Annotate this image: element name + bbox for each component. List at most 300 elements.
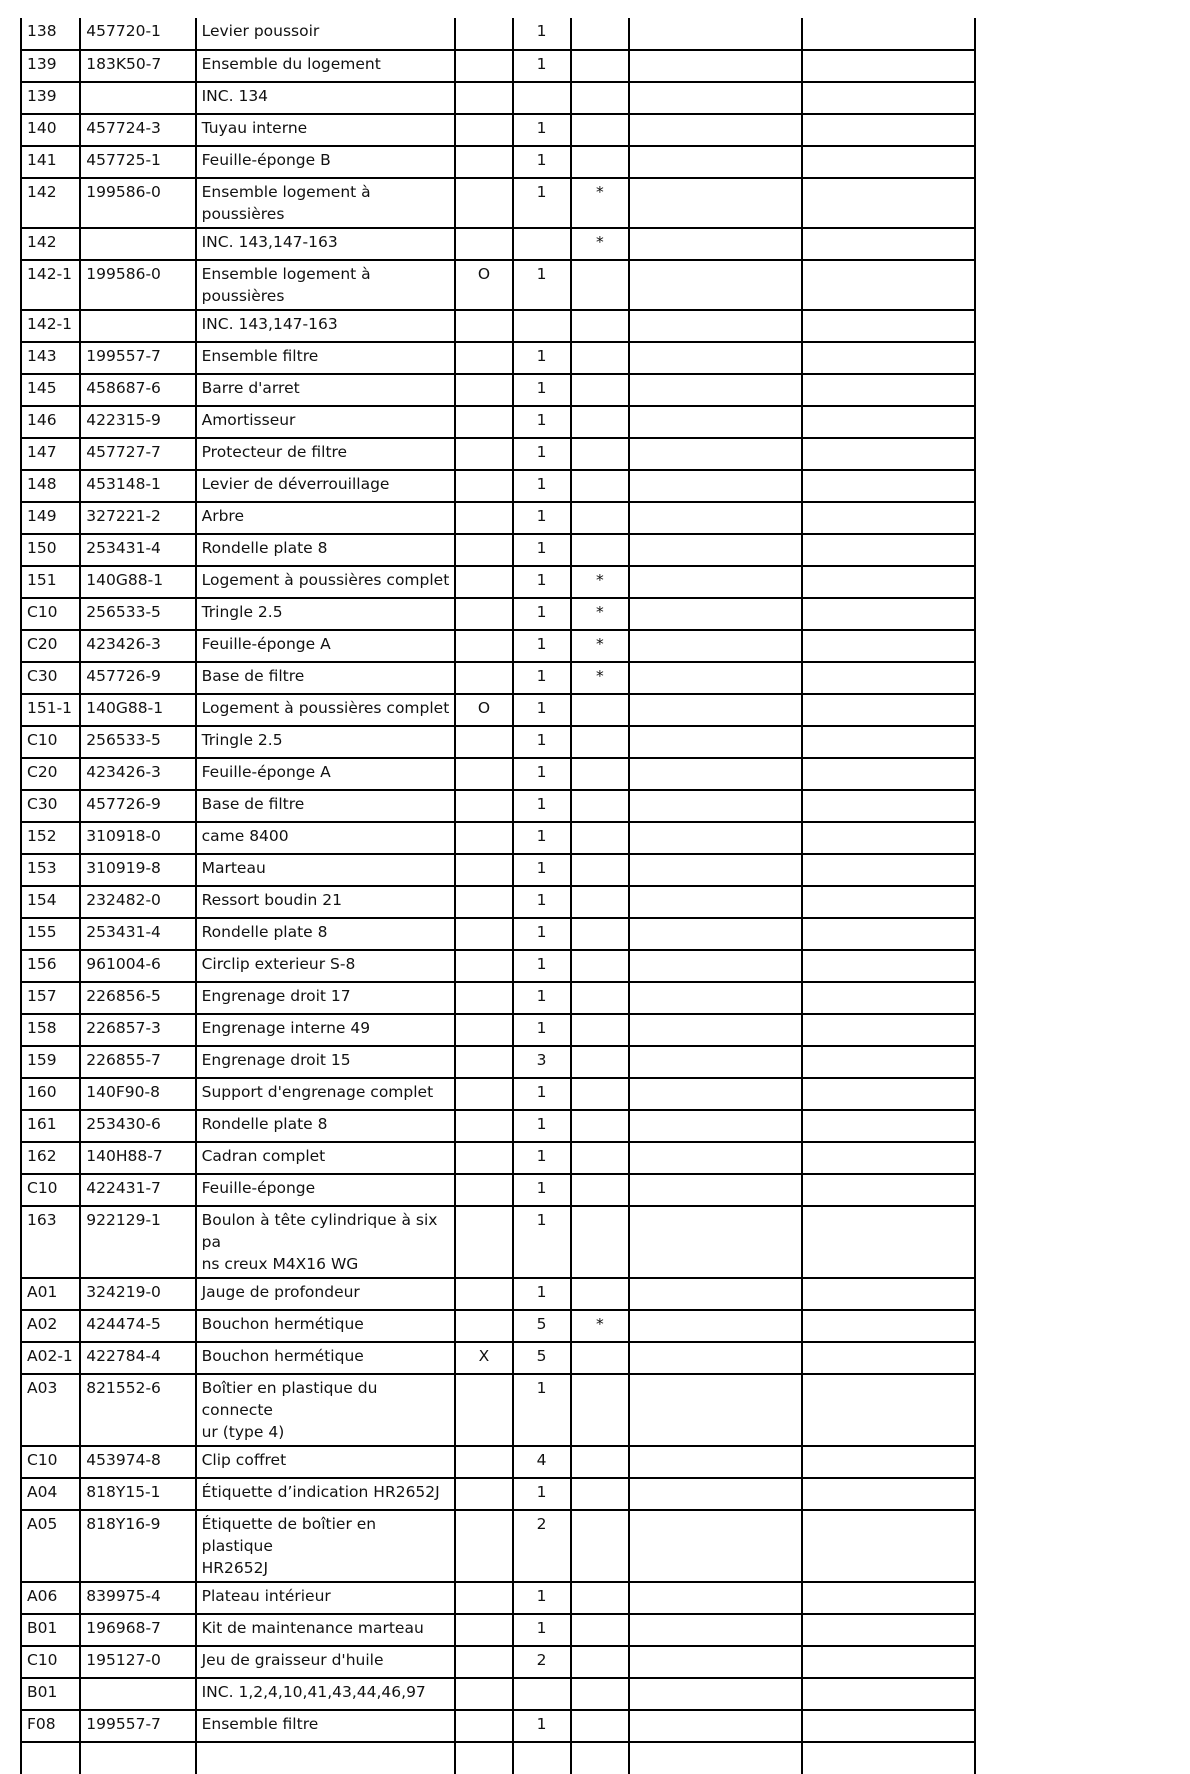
item-number-cell: C10	[21, 726, 80, 758]
description-cell: Kit de maintenance marteau	[196, 1614, 456, 1646]
table-row	[21, 1646, 975, 1678]
table-row	[21, 886, 975, 918]
blank-cell	[629, 146, 803, 178]
blank-cell	[802, 950, 975, 982]
description-cell: Ensemble filtre	[196, 1710, 456, 1742]
part-number-cell: 422784-4	[80, 1342, 195, 1374]
part-number-cell: 324219-0	[80, 1278, 195, 1310]
flag-cell	[455, 310, 512, 342]
table-row	[21, 1278, 975, 1310]
flag-cell	[455, 1310, 512, 1342]
item-number-cell: 142	[21, 178, 80, 228]
blank-cell	[802, 1374, 975, 1446]
item-number-cell: C30	[21, 790, 80, 822]
item-number-cell: 150	[21, 534, 80, 566]
item-number-cell: B01	[21, 1678, 80, 1710]
flag-cell	[455, 1614, 512, 1646]
description-cell: Ensemble logement à poussières	[196, 260, 456, 310]
blank-cell	[802, 886, 975, 918]
quantity-cell: 1	[513, 1582, 571, 1614]
part-number-cell: 232482-0	[80, 886, 195, 918]
quantity-cell: 1	[513, 1206, 571, 1278]
part-number-cell: 922129-1	[80, 1206, 195, 1278]
flag-cell	[455, 758, 512, 790]
flag-cell	[455, 918, 512, 950]
item-number-cell: 160	[21, 1078, 80, 1110]
part-number-cell: 453974-8	[80, 1446, 195, 1478]
table-row	[21, 1614, 975, 1646]
blank-cell	[629, 1446, 803, 1478]
blank-cell	[629, 374, 803, 406]
item-number-cell: 152	[21, 822, 80, 854]
flag-cell: X	[455, 1342, 512, 1374]
blank-cell	[802, 114, 975, 146]
blank-cell	[629, 502, 803, 534]
blank-cell	[629, 1310, 803, 1342]
description-cell: Rondelle plate 8	[196, 918, 456, 950]
description-cell: Support d'engrenage complet	[196, 1078, 456, 1110]
note-cell	[571, 790, 629, 822]
blank-cell	[629, 342, 803, 374]
part-number-cell: 310919-8	[80, 854, 195, 886]
flag-cell	[455, 18, 512, 50]
blank-cell	[802, 662, 975, 694]
description-cell: Base de filtre	[196, 662, 456, 694]
note-cell	[571, 438, 629, 470]
table-row	[21, 822, 975, 854]
item-number-cell: A05	[21, 1510, 80, 1582]
description-cell: Logement à poussières complet	[196, 566, 456, 598]
quantity-cell: 1	[513, 918, 571, 950]
note-cell	[571, 1278, 629, 1310]
item-number-cell: C20	[21, 630, 80, 662]
table-row	[21, 566, 975, 598]
item-number-cell: 139	[21, 50, 80, 82]
note-cell	[571, 534, 629, 566]
table-row	[21, 1174, 975, 1206]
blank-cell	[802, 1142, 975, 1174]
flag-cell	[455, 178, 512, 228]
quantity-cell: 1	[513, 1710, 571, 1742]
description-cell: Marteau	[196, 854, 456, 886]
flag-cell	[455, 566, 512, 598]
note-cell	[571, 758, 629, 790]
table-row	[21, 228, 975, 260]
quantity-cell: 1	[513, 470, 571, 502]
table-row	[21, 18, 975, 50]
item-number-cell: A02-1	[21, 1342, 80, 1374]
note-cell	[571, 342, 629, 374]
blank-cell	[802, 406, 975, 438]
note-cell: *	[571, 178, 629, 228]
blank-cell	[629, 1510, 803, 1582]
flag-cell	[455, 342, 512, 374]
item-number-cell: B01	[21, 1614, 80, 1646]
blank-cell	[629, 662, 803, 694]
table-row	[21, 82, 975, 114]
item-number-cell: C30	[21, 662, 80, 694]
note-cell	[571, 1342, 629, 1374]
quantity-cell: 1	[513, 822, 571, 854]
quantity-cell	[513, 228, 571, 260]
note-cell	[571, 18, 629, 50]
part-number-cell: 839975-4	[80, 1582, 195, 1614]
note-cell	[571, 822, 629, 854]
quantity-cell: 1	[513, 694, 571, 726]
item-number-cell: 139	[21, 82, 80, 114]
blank-cell	[802, 1446, 975, 1478]
blank-cell	[629, 1142, 803, 1174]
description-cell: came 8400	[196, 822, 456, 854]
quantity-cell: 1	[513, 1614, 571, 1646]
blank-cell	[802, 854, 975, 886]
blank-cell	[802, 1078, 975, 1110]
note-cell	[571, 1374, 629, 1446]
quantity-cell: 3	[513, 1046, 571, 1078]
note-cell	[571, 1582, 629, 1614]
flag-cell	[455, 1046, 512, 1078]
part-number-cell: 199557-7	[80, 342, 195, 374]
quantity-cell: 1	[513, 342, 571, 374]
note-cell	[571, 886, 629, 918]
blank-cell	[629, 534, 803, 566]
flag-cell	[455, 1206, 512, 1278]
note-cell	[571, 982, 629, 1014]
blank-cell	[802, 1582, 975, 1614]
blank-cell	[629, 1174, 803, 1206]
part-number-cell: 199586-0	[80, 260, 195, 310]
table-row	[21, 982, 975, 1014]
blank-cell	[629, 228, 803, 260]
item-number-cell: C10	[21, 598, 80, 630]
note-cell	[571, 1446, 629, 1478]
blank-cell	[802, 1342, 975, 1374]
item-number-cell: C10	[21, 1646, 80, 1678]
blank-cell	[802, 1046, 975, 1078]
part-number-cell: 195127-0	[80, 1646, 195, 1678]
quantity-cell: 5	[513, 1342, 571, 1374]
part-number-cell: 423426-3	[80, 630, 195, 662]
table-row	[21, 1446, 975, 1478]
quantity-cell: 1	[513, 1014, 571, 1046]
item-number-cell: 154	[21, 886, 80, 918]
table-row	[21, 854, 975, 886]
quantity-cell: 1	[513, 50, 571, 82]
parts-table-body	[21, 18, 975, 1774]
item-number-cell: 157	[21, 982, 80, 1014]
table-row	[21, 534, 975, 566]
note-cell	[571, 310, 629, 342]
blank-cell	[802, 790, 975, 822]
blank-cell	[629, 630, 803, 662]
description-cell: Protecteur de filtre	[196, 438, 456, 470]
part-number-cell: 256533-5	[80, 726, 195, 758]
blank-cell	[629, 1206, 803, 1278]
part-number-cell: 140G88-1	[80, 566, 195, 598]
part-number-cell: 140F90-8	[80, 1078, 195, 1110]
table-row	[21, 260, 975, 310]
description-cell: Boulon à tête cylindrique à six pa ns creux M4X16 WG	[196, 1206, 456, 1278]
part-number-cell: 457720-1	[80, 18, 195, 50]
blank-cell	[629, 470, 803, 502]
flag-cell	[455, 470, 512, 502]
blank-cell	[802, 1742, 975, 1774]
note-cell	[571, 726, 629, 758]
quantity-cell: 1	[513, 1278, 571, 1310]
table-row	[21, 726, 975, 758]
blank-cell	[629, 82, 803, 114]
item-number-cell: 151-1	[21, 694, 80, 726]
flag-cell	[455, 1014, 512, 1046]
blank-cell	[80, 1742, 195, 1774]
flag-cell	[455, 1374, 512, 1446]
item-number-cell: 155	[21, 918, 80, 950]
note-cell	[571, 470, 629, 502]
description-cell: Base de filtre	[196, 790, 456, 822]
blank-cell	[629, 1110, 803, 1142]
flag-cell	[455, 598, 512, 630]
note-cell	[571, 260, 629, 310]
part-number-cell: 253430-6	[80, 1110, 195, 1142]
table-row	[21, 1310, 975, 1342]
table-row	[21, 1046, 975, 1078]
blank-cell	[802, 228, 975, 260]
part-number-cell: 423426-3	[80, 758, 195, 790]
table-row	[21, 1710, 975, 1742]
note-cell	[571, 1014, 629, 1046]
part-number-cell: 457725-1	[80, 146, 195, 178]
note-cell: *	[571, 228, 629, 260]
item-number-cell: 153	[21, 854, 80, 886]
quantity-cell: 1	[513, 566, 571, 598]
description-cell: Jeu de graisseur d'huile	[196, 1646, 456, 1678]
item-number-cell: 138	[21, 18, 80, 50]
quantity-cell: 1	[513, 1478, 571, 1510]
flag-cell	[455, 82, 512, 114]
blank-cell	[629, 886, 803, 918]
quantity-cell: 1	[513, 374, 571, 406]
blank-cell	[629, 1742, 803, 1774]
note-cell	[571, 1510, 629, 1582]
blank-cell	[802, 50, 975, 82]
part-number-cell: 457724-3	[80, 114, 195, 146]
table-row	[21, 662, 975, 694]
table-row	[21, 178, 975, 228]
blank-cell	[629, 1646, 803, 1678]
description-cell: Ensemble filtre	[196, 342, 456, 374]
note-cell	[571, 1046, 629, 1078]
table-row	[21, 50, 975, 82]
flag-cell	[455, 406, 512, 438]
table-row	[21, 630, 975, 662]
note-cell	[571, 374, 629, 406]
blank-cell	[629, 854, 803, 886]
note-cell	[571, 694, 629, 726]
blank-cell	[629, 310, 803, 342]
flag-cell	[455, 502, 512, 534]
description-cell: Étiquette d’indication HR2652J	[196, 1478, 456, 1510]
part-number-cell: 226855-7	[80, 1046, 195, 1078]
part-number-cell: 818Y16-9	[80, 1510, 195, 1582]
table-row	[21, 694, 975, 726]
table-row	[21, 1014, 975, 1046]
blank-cell	[802, 918, 975, 950]
description-cell: Ensemble du logement	[196, 50, 456, 82]
quantity-cell: 1	[513, 1110, 571, 1142]
table-row	[21, 758, 975, 790]
blank-cell	[802, 726, 975, 758]
quantity-cell: 4	[513, 1446, 571, 1478]
item-number-cell: 140	[21, 114, 80, 146]
description-cell: Levier poussoir	[196, 18, 456, 50]
part-number-cell: 457726-9	[80, 662, 195, 694]
blank-cell	[455, 1742, 512, 1774]
part-number-cell: 457726-9	[80, 790, 195, 822]
description-cell: Rondelle plate 8	[196, 1110, 456, 1142]
blank-cell	[513, 1742, 571, 1774]
part-number-cell: 256533-5	[80, 598, 195, 630]
description-cell: Arbre	[196, 502, 456, 534]
part-number-cell: 818Y15-1	[80, 1478, 195, 1510]
note-cell	[571, 854, 629, 886]
item-number-cell: A04	[21, 1478, 80, 1510]
table-row	[21, 790, 975, 822]
part-number-cell: 961004-6	[80, 950, 195, 982]
blank-cell	[629, 726, 803, 758]
quantity-cell: 5	[513, 1310, 571, 1342]
description-cell: INC. 134	[196, 82, 456, 114]
blank-cell	[629, 566, 803, 598]
table-row-empty	[21, 1742, 975, 1774]
flag-cell	[455, 854, 512, 886]
description-cell: Rondelle plate 8	[196, 534, 456, 566]
table-row	[21, 342, 975, 374]
note-cell: *	[571, 566, 629, 598]
blank-cell	[629, 822, 803, 854]
flag-cell	[455, 50, 512, 82]
quantity-cell: 1	[513, 114, 571, 146]
blank-cell	[629, 758, 803, 790]
blank-cell	[802, 82, 975, 114]
description-cell: Jauge de profondeur	[196, 1278, 456, 1310]
quantity-cell: 1	[513, 630, 571, 662]
item-number-cell: 143	[21, 342, 80, 374]
blank-cell	[629, 260, 803, 310]
quantity-cell: 1	[513, 1142, 571, 1174]
item-number-cell: 142	[21, 228, 80, 260]
part-number-cell: 424474-5	[80, 1310, 195, 1342]
table-row	[21, 1478, 975, 1510]
item-number-cell: A01	[21, 1278, 80, 1310]
quantity-cell: 1	[513, 758, 571, 790]
description-cell: INC. 143,147-163	[196, 228, 456, 260]
item-number-cell: 149	[21, 502, 80, 534]
table-row	[21, 1206, 975, 1278]
note-cell	[571, 1142, 629, 1174]
note-cell	[571, 1614, 629, 1646]
part-number-cell: 183K50-7	[80, 50, 195, 82]
blank-cell	[629, 114, 803, 146]
blank-cell	[571, 1742, 629, 1774]
note-cell	[571, 1206, 629, 1278]
blank-cell	[629, 790, 803, 822]
table-row	[21, 146, 975, 178]
part-number-cell: 453148-1	[80, 470, 195, 502]
part-number-cell: 310918-0	[80, 822, 195, 854]
description-cell: Levier de déverrouillage	[196, 470, 456, 502]
quantity-cell: 1	[513, 438, 571, 470]
table-row	[21, 438, 975, 470]
note-cell	[571, 1646, 629, 1678]
note-cell: *	[571, 662, 629, 694]
flag-cell	[455, 374, 512, 406]
quantity-cell	[513, 310, 571, 342]
flag-cell	[455, 982, 512, 1014]
blank-cell	[629, 950, 803, 982]
blank-cell	[802, 822, 975, 854]
blank-cell	[802, 1310, 975, 1342]
table-row	[21, 598, 975, 630]
flag-cell	[455, 790, 512, 822]
quantity-cell: 1	[513, 598, 571, 630]
part-number-cell	[80, 82, 195, 114]
blank-cell	[629, 1374, 803, 1446]
flag-cell	[455, 1278, 512, 1310]
blank-cell	[802, 502, 975, 534]
blank-cell	[802, 694, 975, 726]
blank-cell	[629, 1582, 803, 1614]
blank-cell	[629, 1014, 803, 1046]
blank-cell	[802, 630, 975, 662]
blank-cell	[802, 470, 975, 502]
flag-cell	[455, 534, 512, 566]
part-number-cell: 199557-7	[80, 1710, 195, 1742]
description-cell: Tringle 2.5	[196, 726, 456, 758]
blank-cell	[802, 1710, 975, 1742]
note-cell: *	[571, 630, 629, 662]
blank-cell	[802, 146, 975, 178]
blank-cell	[802, 18, 975, 50]
description-cell: Bouchon hermétique	[196, 1342, 456, 1374]
blank-cell	[802, 1510, 975, 1582]
description-cell: Ressort boudin 21	[196, 886, 456, 918]
description-cell: Tringle 2.5	[196, 598, 456, 630]
quantity-cell: 1	[513, 406, 571, 438]
flag-cell	[455, 662, 512, 694]
note-cell: *	[571, 1310, 629, 1342]
flag-cell	[455, 146, 512, 178]
quantity-cell: 1	[513, 982, 571, 1014]
note-cell	[571, 82, 629, 114]
quantity-cell: 1	[513, 1374, 571, 1446]
blank-cell	[629, 694, 803, 726]
flag-cell	[455, 1710, 512, 1742]
flag-cell	[455, 1582, 512, 1614]
note-cell	[571, 114, 629, 146]
item-number-cell: 145	[21, 374, 80, 406]
flag-cell: O	[455, 694, 512, 726]
quantity-cell: 1	[513, 790, 571, 822]
blank-cell	[629, 598, 803, 630]
description-cell: INC. 143,147-163	[196, 310, 456, 342]
part-number-cell: 196968-7	[80, 1614, 195, 1646]
flag-cell	[455, 228, 512, 260]
description-cell: Plateau intérieur	[196, 1582, 456, 1614]
table-row	[21, 1110, 975, 1142]
note-cell	[571, 50, 629, 82]
blank-cell	[802, 178, 975, 228]
description-cell: Clip coffret	[196, 1446, 456, 1478]
